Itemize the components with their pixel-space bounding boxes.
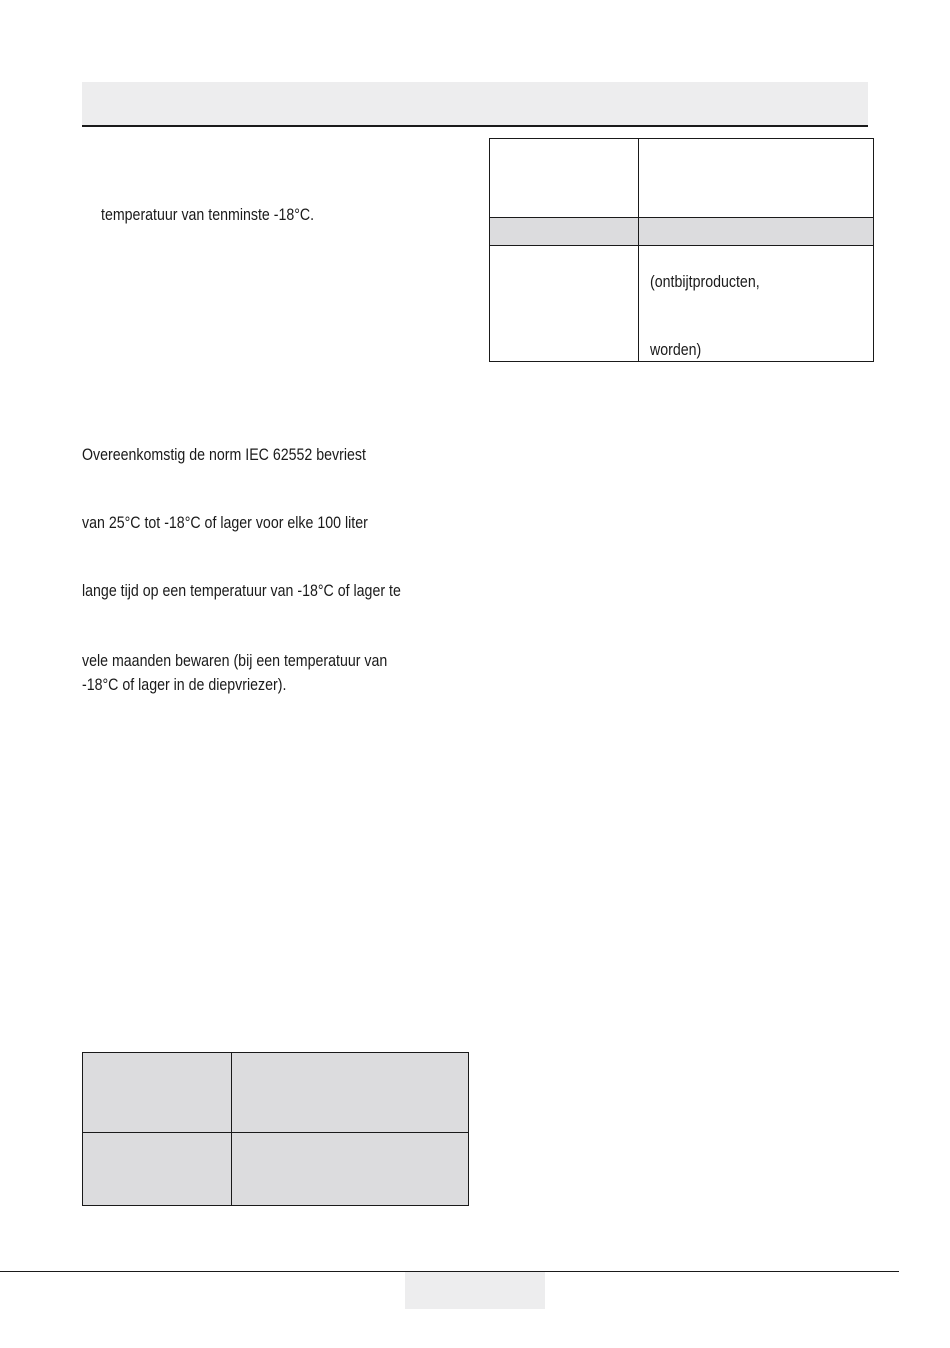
bottom-table-row-divider [83,1132,468,1133]
right-table-divider [638,139,639,361]
text-line-months: vele maanden bewaren (bij een temperatuur van [82,652,388,670]
right-table-shaded-row [490,217,873,246]
bottom-table-column-divider [231,1053,232,1205]
right-table [489,138,874,362]
header-band [82,82,868,125]
text-line-freeze-rate: van 25°C tot -18°C of lager voor elke 100 liter [82,514,368,532]
header-rule [82,125,868,127]
right-table-cell-text-1: (ontbijtproducten, [650,273,760,291]
page-number-tab [405,1272,545,1309]
bottom-table [82,1052,469,1206]
text-line-freezer: -18°C of lager in de diepvriezer). [82,676,287,694]
text-line-norm: Overeenkomstig de norm IEC 62552 bevriest [82,446,366,464]
text-line-long-time: lange tijd op een temperatuur van -18°C of lager te [82,582,401,600]
right-table-cell-text-2: worden) [650,341,702,359]
text-line-min-temperature: temperatuur van tenminste -18°C. [101,206,315,224]
